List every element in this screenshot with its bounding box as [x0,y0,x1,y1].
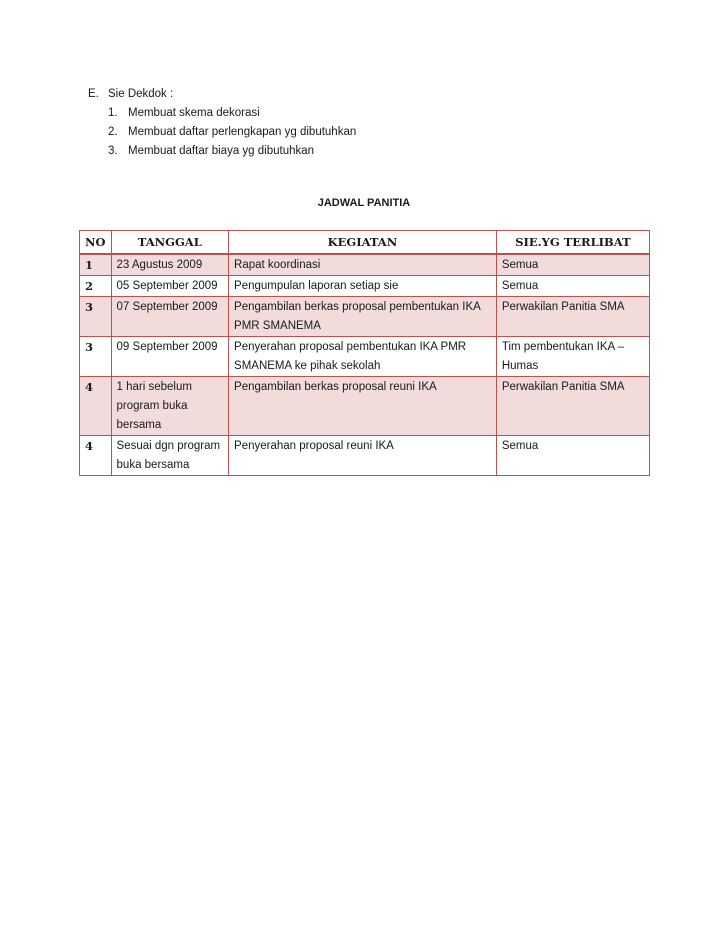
cell-sie: Semua [501,440,539,452]
cell-kegiatan: Pengumpulan laporan setiap sie [229,276,497,297]
table-row [80,297,649,337]
cell-tanggal: Sesuai dgn program buka bersama [112,436,230,475]
table-header-row [80,231,649,255]
table-title [0,197,728,209]
header-kegiatan: KEGIATAN [229,231,497,255]
cell-tanggal: 07 September 2009 [112,297,230,337]
table-row [80,436,649,475]
cell-no: 4 [80,436,112,475]
cell-tanggal: 1 hari sebelum program buka bersama [112,377,230,436]
schedule-table [79,230,650,476]
section-title: Sie Dekdok : [108,88,174,100]
section-letter: E. [88,88,99,100]
cell-sie: Semua [497,255,649,276]
cell-sie: Semua [497,276,649,297]
list-item-text: Membuat skema dekorasi [128,107,260,119]
cell-sie: Perwakilan Panitia SMA [497,377,649,436]
cell-no: 2 [80,276,112,297]
table-row [80,337,649,377]
list-item [88,104,356,123]
cell-kegiatan: Pengambilan berkas proposal reuni IKA [229,377,497,436]
cell-kegiatan: Rapat koordinasi [229,255,497,276]
cell-sie: Perwakilan Panitia SMA [497,297,649,337]
cell-no: 3 [80,297,112,337]
list-item [88,123,356,142]
cell-kegiatan: Penyerahan proposal reuni IKA [229,436,497,475]
list-item-number: 1. [108,107,118,119]
cell-no: 4 [80,377,112,436]
list-item-number: 2. [108,126,118,138]
table-title-text: JADWAL PANITIA [317,197,411,209]
table-row [80,255,649,276]
cell-tanggal: 09 September 2009 [112,337,230,377]
section-sie-dekdok [88,85,356,161]
header-no: NO [80,231,112,255]
list-item [88,142,356,161]
cell-tanggal: 05 September 2009 [112,276,230,297]
header-sie: SIE.YG TERLIBAT [497,231,649,255]
cell-no: 1 [80,255,112,276]
table-row [80,276,649,297]
task-list [88,104,356,161]
table-row [80,377,649,436]
section-heading [88,85,356,104]
cell-tanggal: 23 Agustus 2009 [112,255,230,276]
list-item-number: 3. [108,145,118,157]
cell-sie: Tim pembentukan IKA – Humas [497,337,649,377]
list-item-text: Membuat daftar biaya yg dibutuhkan [128,145,315,157]
header-tanggal: TANGGAL [112,231,230,255]
list-item-text: Membuat daftar perlengkapan yg dibutuhkan [128,126,357,138]
cell-no: 3 [80,337,112,377]
cell-kegiatan: Pengambilan berkas proposal pembentukan IKA PMR SMANEMA [229,297,497,337]
cell-kegiatan: Penyerahan proposal pembentukan IKA PMR SMANEMA ke pihak sekolah [229,337,497,377]
